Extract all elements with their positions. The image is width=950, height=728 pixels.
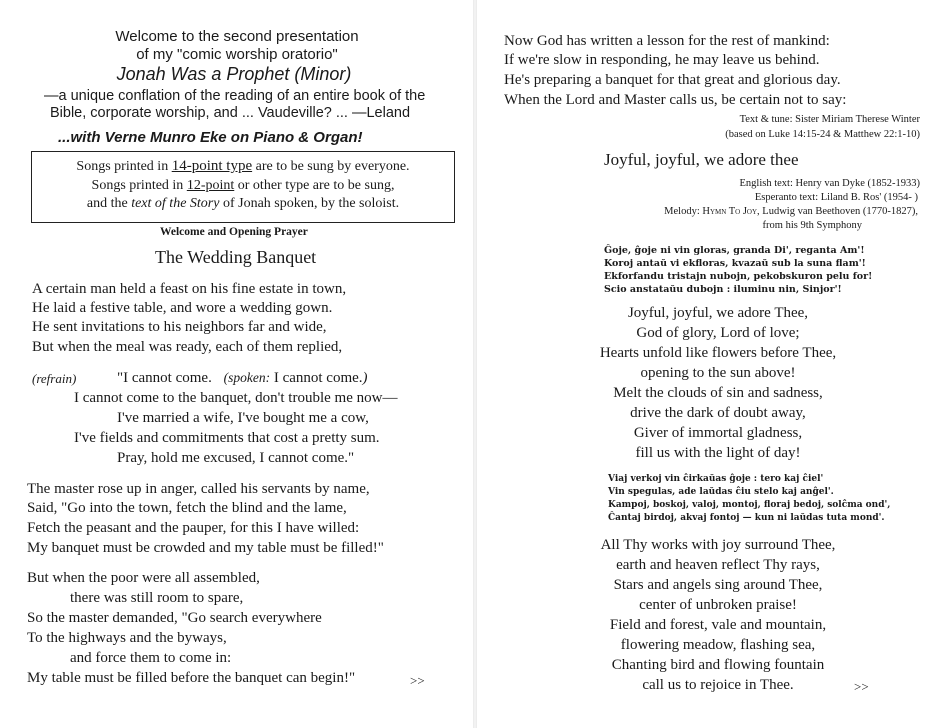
intro-line-4: —a unique conflation of the reading of an entire book of the	[44, 88, 426, 104]
melody-composer: , Ludwig van Beethoven (1770-1827),	[757, 206, 918, 217]
verse-2-line: All Thy works with joy surround Thee,	[600, 537, 836, 553]
verse-1-line: Giver of immortal gladness,	[633, 425, 803, 441]
esperanto-1-line: Ĝoje, ĝoje ni vin gloras, granda Di', reganta Am'!	[604, 245, 865, 256]
verse-2-line: call us to rejoice in Thee.	[642, 677, 794, 693]
credit-line-2: (based on Luke 14:15-24 & Matthew 22:1-10)	[725, 129, 920, 140]
verse-1-line: fill us with the light of day!	[635, 445, 801, 461]
box-line-3-c: of Jonah spoken, by the soloist.	[219, 196, 400, 211]
intro-line-2: of my "comic worship oratorio"	[136, 46, 338, 63]
stanza-4-line: If we're slow in responding, he may leave us behind.	[504, 52, 820, 68]
stanza-2-line: The master rose up in anger, called his servants by name,	[27, 481, 370, 497]
right-page	[476, 0, 950, 728]
intro-line-1: Welcome to the second presentation	[115, 28, 359, 45]
melody-label: Melody:	[664, 206, 703, 217]
verse-2-line: center of unbroken praise!	[639, 597, 797, 613]
credit-line-1: Text & tune: Sister Miriam Therese Winter	[739, 114, 920, 125]
verse-1-line: drive the dark of doubt away,	[630, 405, 806, 421]
verse-2-line: earth and heaven reflect Thy rays,	[616, 557, 820, 573]
box-line-2-c: or other type are to be sung,	[234, 178, 395, 193]
esperanto-2-line: Viaj verkoj vin ĉirkaŭas ĝoje : tero kaj ĉiel'	[608, 474, 824, 484]
stanza-3-line: To the highways and the byways,	[27, 630, 227, 646]
melody-source: from his 9th Symphony	[762, 220, 862, 231]
box-line-2-b: 12-point	[186, 178, 235, 193]
stanza-3-line: But when the poor were all assembled,	[27, 570, 260, 586]
stanza-3-line: and force them to come in:	[70, 650, 232, 666]
box-line-1-c: are to be sung by everyone.	[252, 159, 410, 174]
box-line-1-a: Songs printed in	[76, 159, 172, 174]
refrain-line-2: I cannot come to the banquet, don't trouble me now—	[74, 390, 398, 406]
refrain-line-1-c: I cannot come.	[270, 370, 363, 386]
refrain-line-5: Pray, hold me excused, I cannot come."	[117, 450, 355, 466]
left-page	[0, 0, 474, 728]
english-credit: English text: Henry van Dyke (1852-1933)	[739, 178, 920, 189]
stanza-2-line: Said, "Go into the town, fetch the blind and the lame,	[27, 500, 347, 516]
verse-1-line: Joyful, joyful, we adore Thee,	[627, 305, 809, 321]
box-line-3	[32, 196, 454, 212]
esperanto-2-line: Kampoj, boskoj, valoj, montoj, floraj bedoj, solĉma ond',	[608, 500, 891, 510]
stanza-1-line: A certain man held a feast on his fine estate in town,	[32, 281, 347, 297]
esperanto-2-line: Vin spegulas, ade laŭdas ĉiu stelo kaj anĝel'.	[608, 487, 834, 497]
esperanto-credit: Esperanto text: Liland B. Ros' (1954- )	[754, 192, 918, 203]
verse-2-line: Stars and angels sing around Thee,	[613, 577, 823, 593]
verse-2-line: Chanting bird and flowing fountain	[611, 657, 825, 673]
song-title: The Wedding Banquet	[155, 247, 317, 267]
continue-marker: >>	[854, 679, 869, 694]
verse-1-line: Melt the clouds of sin and sadness,	[613, 385, 823, 401]
verse-1-line: opening to the sun above!	[640, 365, 796, 381]
instruction-box	[31, 151, 455, 223]
oratorio-title: Jonah Was a Prophet (Minor)	[116, 64, 352, 84]
stanza-1-line: He laid a festive table, and wore a wedding gown.	[32, 300, 333, 316]
verse-2-line: Field and forest, vale and mountain,	[609, 617, 827, 633]
esperanto-1-line: Koroj antaŭ vi ekfloras, kvazaŭ sub la suna flam'!	[604, 258, 866, 269]
box-line-2-a: Songs printed in	[91, 178, 187, 193]
verse-1-line: Hearts unfold like flowers before Thee,	[599, 345, 837, 361]
box-line-3-b: text of the Story	[131, 196, 220, 211]
stanza-3-line: My table must be filled before the banquet can begin!"	[27, 670, 356, 686]
welcome-heading: Welcome and Opening Prayer	[160, 226, 308, 238]
intro-line-5: Bible, corporate worship, and ... Vaudeville? ... —Leland	[50, 105, 411, 121]
stanza-3-line: there was still room to spare,	[70, 590, 244, 606]
stanza-4-line: Now God has written a lesson for the rest of mankind:	[504, 33, 830, 49]
box-line-1	[32, 158, 454, 175]
hymn-title: Joyful, joyful, we adore thee	[604, 150, 799, 169]
box-line-3-a: and the	[86, 196, 132, 211]
stanza-4-line: He's preparing a banquet for that great and glorious day.	[504, 72, 841, 88]
continue-marker: >>	[410, 673, 425, 688]
stanza-2-line: My banquet must be crowded and my table must be filled!"	[27, 540, 384, 556]
esperanto-2-line: Ĉantaj birdoj, akvaj fontoj — kun ni laŭdas tuta mond'.	[608, 513, 885, 523]
esperanto-1-line: Scio anstataŭu dubojn : iluminu nin, Sinjor'!	[604, 284, 842, 295]
refrain-line-1	[117, 370, 368, 387]
stanza-4-line: When the Lord and Master calls us, be certain not to say:	[504, 92, 847, 108]
esperanto-1-line: Ekforfandu tristajn nubojn, pekobskuron pelu for!	[604, 271, 873, 282]
melody-credit	[664, 206, 918, 217]
stanza-2-line: Fetch the peasant and the pauper, for this I have willed:	[27, 520, 360, 536]
stanza-1-line: But when the meal was ready, each of them replied,	[32, 339, 343, 355]
refrain-line-3: I've married a wife, I've bought me a cow,	[117, 410, 369, 426]
verse-2-line: flowering meadow, flashing sea,	[620, 637, 816, 653]
refrain-line-4: I've fields and commitments that cost a pretty sum.	[74, 430, 380, 446]
stanza-1-line: He sent invitations to his neighbors far and wide,	[32, 319, 327, 335]
refrain-line-1-a: "I cannot come.	[117, 370, 212, 386]
melody-tune: Hymn To Joy	[702, 206, 758, 217]
refrain-label: (refrain)	[32, 371, 77, 386]
verse-1-line: God of glory, Lord of love;	[636, 325, 800, 341]
box-line-1-b: 14-point type	[171, 158, 253, 174]
stanza-3-line: So the master demanded, "Go search everywhere	[27, 610, 322, 626]
box-line-2	[32, 178, 454, 194]
intro-line-6: ...with Verne Munro Eke on Piano & Organ!	[58, 129, 363, 146]
refrain-line-1-d: )	[362, 370, 368, 386]
refrain-spoken: (spoken:	[223, 370, 271, 385]
